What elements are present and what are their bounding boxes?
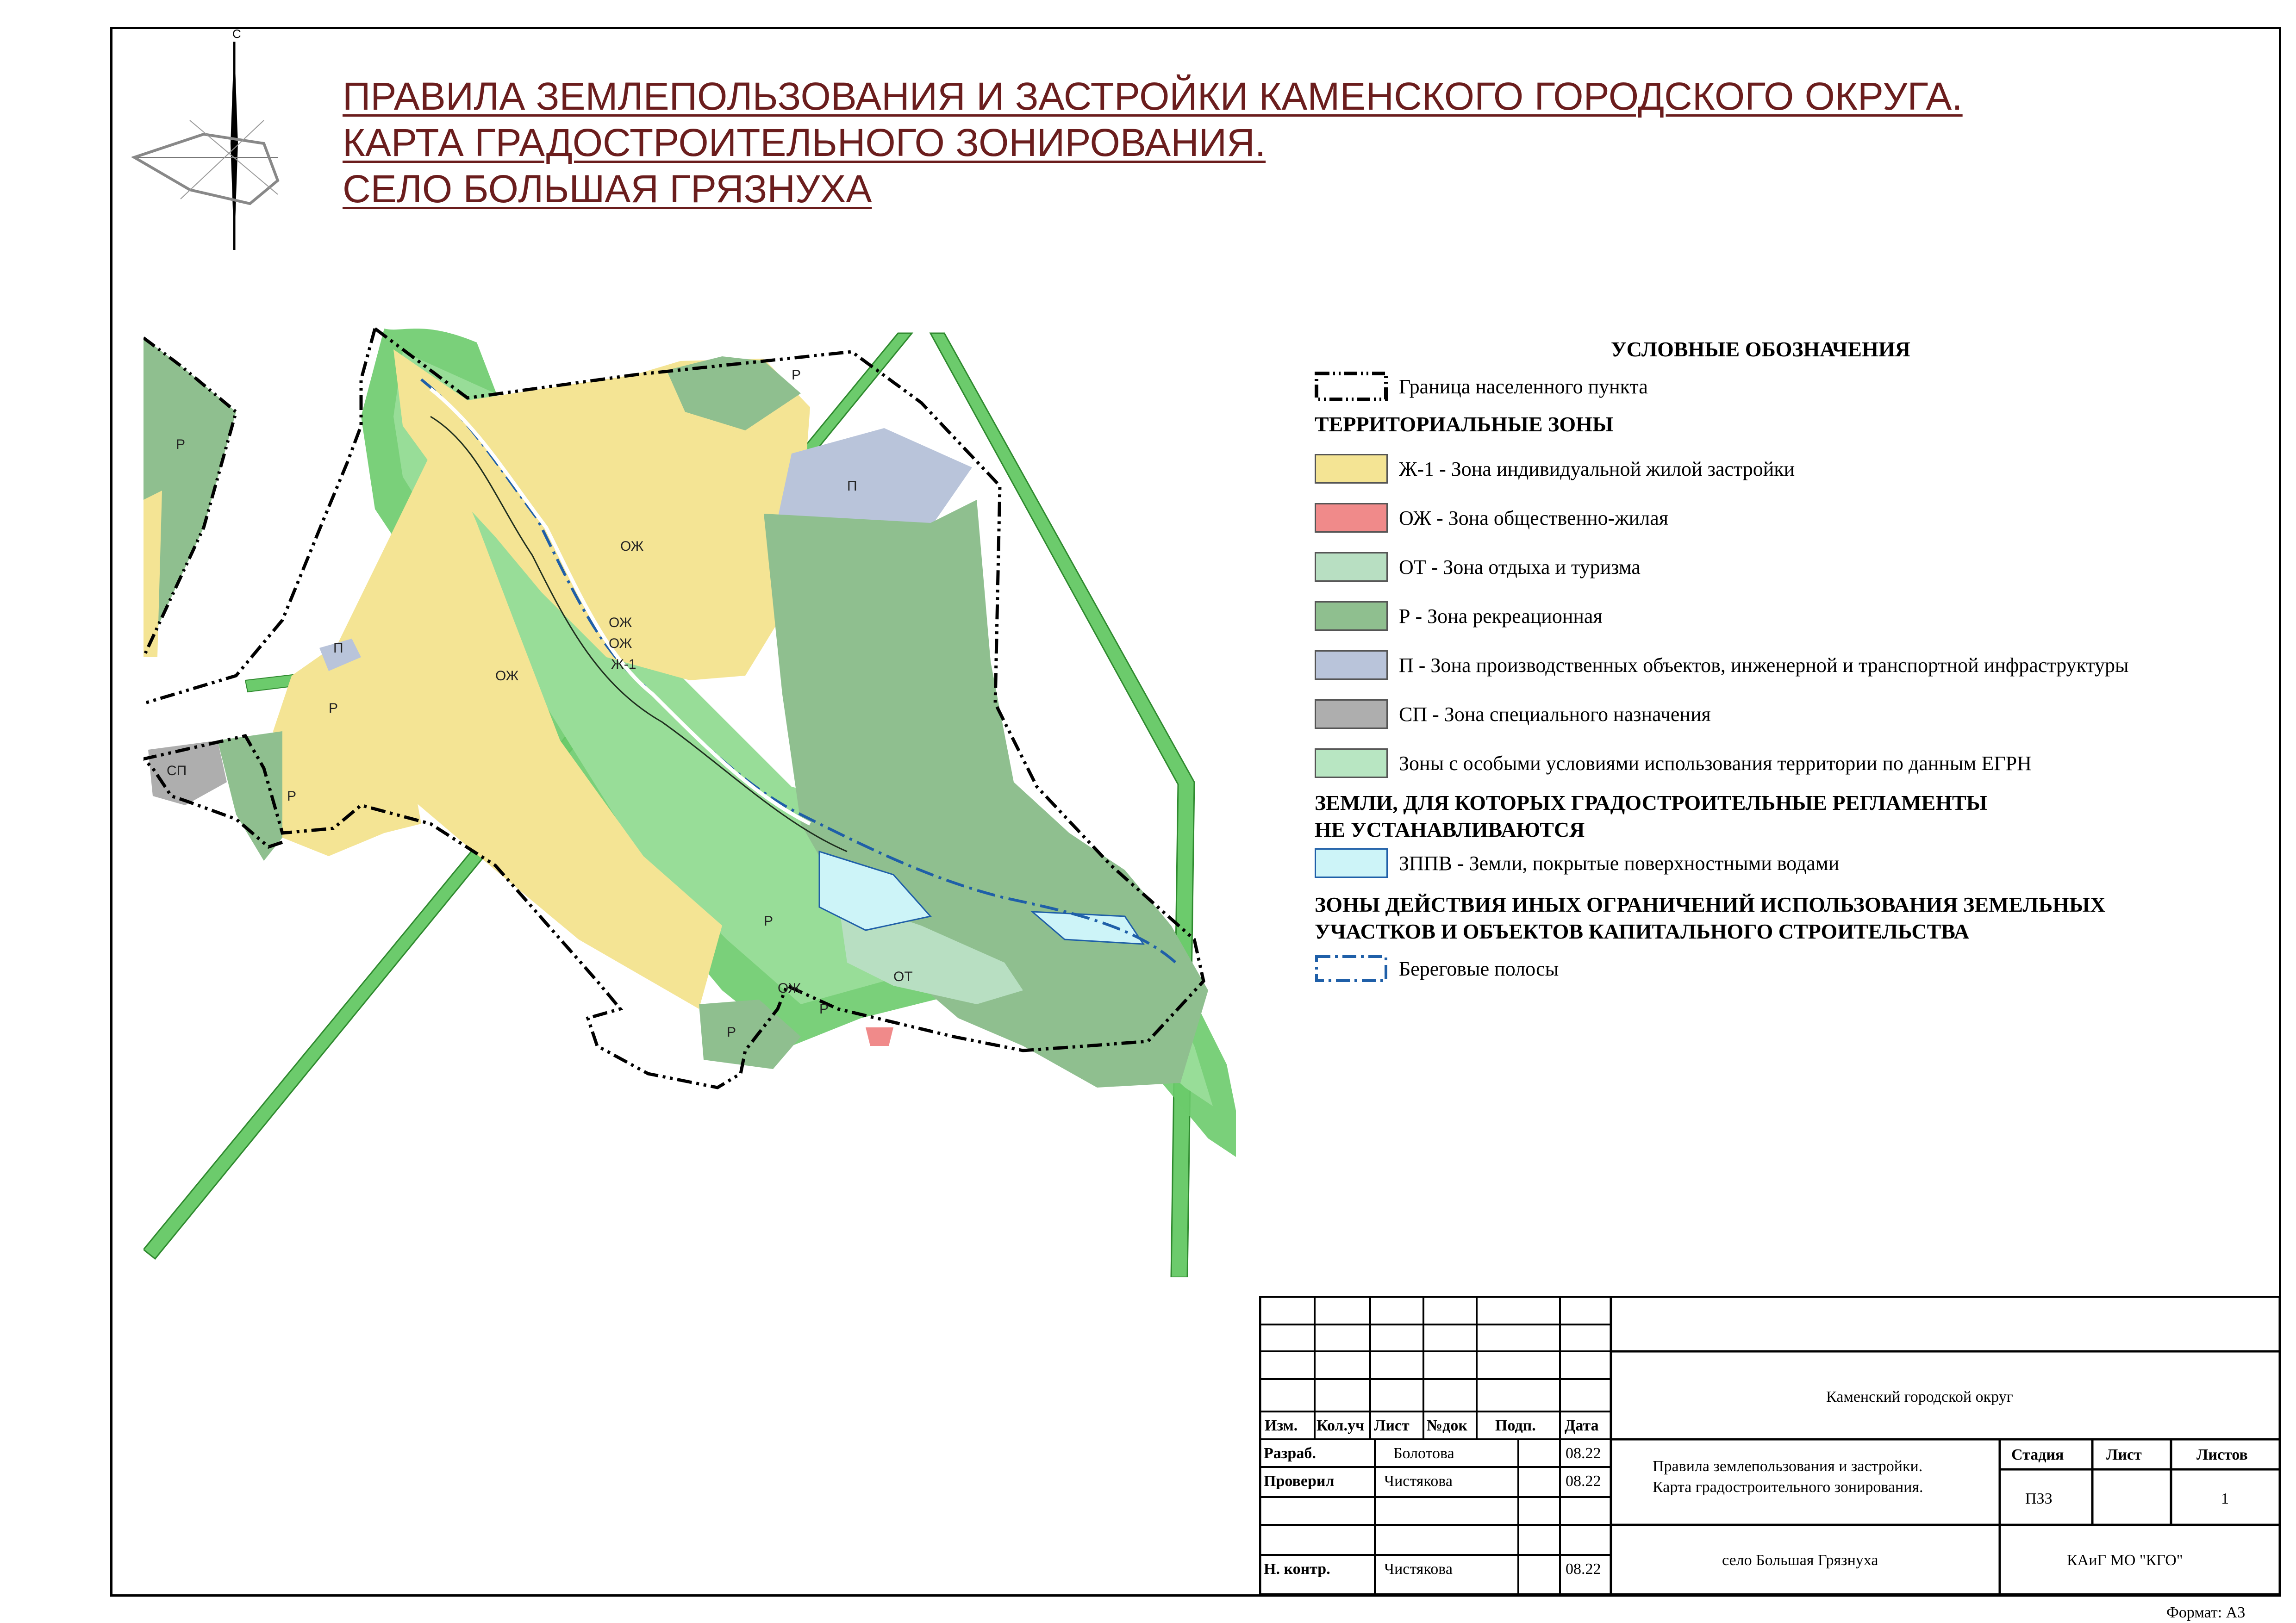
legend-row-shore bbox=[1315, 952, 1559, 985]
legend-zone-row bbox=[1315, 551, 1641, 583]
tb-doc-title-1: Правила землепользования и застройки. bbox=[1653, 1458, 1923, 1475]
tb-organization: Каменский городской округ bbox=[1826, 1388, 2013, 1405]
tb-date-developer: 08.22 bbox=[1566, 1445, 1601, 1462]
legend-zone-row bbox=[1315, 649, 2129, 681]
zoning-map bbox=[144, 324, 1236, 1277]
tb-header-list: Лист bbox=[1374, 1417, 1410, 1434]
tb-company: КАиГ МО "КГО" bbox=[2067, 1552, 2183, 1569]
legend-zone-row bbox=[1315, 502, 1668, 534]
tb-name-checker: Чистякова bbox=[1384, 1473, 1453, 1490]
label-r3: Р bbox=[329, 701, 338, 716]
legend-zone-label: СП - Зона специального назначения bbox=[1399, 703, 1711, 726]
format-label: Формат: А3 bbox=[2166, 1604, 2246, 1621]
label-p2: П bbox=[333, 640, 343, 656]
tb-role-checker: Проверил bbox=[1264, 1473, 1335, 1490]
north-arrow-icon bbox=[125, 28, 287, 255]
tb-date-normcontrol: 08.22 bbox=[1566, 1561, 1601, 1578]
tb-stage-value: ПЗЗ bbox=[2025, 1490, 2053, 1507]
label-ot: ОТ bbox=[893, 969, 913, 984]
legend-zone-label: П - Зона производственных объектов, инженерной и транспортной инфраструктуры bbox=[1399, 653, 2129, 677]
zone-color-swatch bbox=[1315, 503, 1388, 533]
legend-row-water bbox=[1315, 847, 1839, 879]
title-line-1: ПРАВИЛА ЗЕМЛЕПОЛЬЗОВАНИЯ И ЗАСТРОЙКИ КАМЕНСКОГО ГОРОДСКОГО ОКРУГА. bbox=[343, 75, 1963, 118]
legend-zone-label: Зоны с особыми условиями использования территории по данным ЕГРН bbox=[1399, 752, 2032, 775]
label-zh1: Ж-1 bbox=[611, 657, 636, 672]
zone-color-swatch bbox=[1315, 748, 1388, 778]
tb-doc-title-2: Карта градостроительного зонирования. bbox=[1653, 1479, 1923, 1496]
tb-stage-label: Стадия bbox=[2011, 1446, 2064, 1463]
tb-header-data: Дата bbox=[1565, 1417, 1599, 1434]
tb-sheets-label: Листов bbox=[2196, 1446, 2248, 1463]
label-r7: Р bbox=[727, 1025, 736, 1040]
boundary-line-icon bbox=[1315, 372, 1388, 401]
zone-color-swatch bbox=[1315, 650, 1388, 680]
tb-role-developer: Разраб. bbox=[1264, 1445, 1316, 1462]
legend-no-regulations-heading-1: ЗЕМЛИ, ДЛЯ КОТОРЫХ ГРАДОСТРОИТЕЛЬНЫЕ РЕГЛАМЕНТЫ bbox=[1315, 791, 1987, 815]
label-ozh4: ОЖ bbox=[495, 668, 519, 684]
label-p1: П bbox=[847, 479, 857, 494]
legend-title: УСЛОВНЫЕ ОБОЗНАЧЕНИЯ bbox=[1611, 337, 1910, 361]
legend-zone-row bbox=[1315, 698, 1711, 730]
west-fragment bbox=[144, 338, 236, 657]
zone-color-swatch bbox=[1315, 601, 1388, 631]
legend-other-heading-2: УЧАСТКОВ И ОБЪЕКТОВ КАПИТАЛЬНОГО СТРОИТЕЛЬСТВА bbox=[1315, 920, 1970, 943]
label-r2: Р bbox=[792, 367, 801, 383]
legend-zone-row bbox=[1315, 747, 2032, 779]
tb-name-developer: Болотова bbox=[1393, 1445, 1454, 1462]
legend-zone-row bbox=[1315, 600, 1603, 632]
legend-zone-label: ОТ - Зона отдыха и туризма bbox=[1399, 555, 1641, 578]
legend-row-boundary bbox=[1315, 370, 1648, 403]
legend-zone-label: Ж-1 - Зона индивидуальной жилой застройки bbox=[1399, 457, 1795, 480]
shore-strip-icon bbox=[1315, 954, 1388, 983]
label-ozh1: ОЖ bbox=[620, 539, 644, 554]
title-line-3: СЕЛО БОЛЬШАЯ ГРЯЗНУХА bbox=[343, 167, 872, 211]
tb-sheet-label: Лист bbox=[2106, 1446, 2142, 1463]
label-ozh2: ОЖ bbox=[609, 615, 632, 630]
legend-other-heading-1: ЗОНЫ ДЕЙСТВИЯ ИНЫХ ОГРАНИЧЕНИЙ ИСПОЛЬЗОВАНИЯ ЗЕМЕЛЬНЫХ bbox=[1315, 893, 2106, 916]
map-title bbox=[343, 73, 1963, 212]
title-block bbox=[1259, 1296, 2281, 1597]
tb-header-podp: Подп. bbox=[1495, 1417, 1536, 1434]
legend-shore-label: Береговые полосы bbox=[1399, 957, 1559, 980]
label-r6: Р bbox=[819, 1001, 829, 1017]
label-r5: Р bbox=[764, 914, 774, 929]
label-ozh5: ОЖ bbox=[778, 981, 801, 996]
label-r1: Р bbox=[176, 437, 186, 452]
tb-name-normcontrol: Чистякова bbox=[1384, 1561, 1453, 1578]
tb-date-checker: 08.22 bbox=[1566, 1473, 1601, 1490]
legend-zone-row bbox=[1315, 453, 1795, 485]
tb-role-normcontrol: Н. контр. bbox=[1264, 1561, 1330, 1578]
tb-place: село Большая Грязнуха bbox=[1722, 1552, 1878, 1569]
north-letter: С bbox=[232, 28, 241, 41]
legend-zone-label: ОЖ - Зона общественно-жилая bbox=[1399, 506, 1668, 529]
zone-color-swatch bbox=[1315, 454, 1388, 484]
legend-boundary-label: Граница населенного пункта bbox=[1399, 375, 1648, 398]
label-r4: Р bbox=[287, 789, 297, 804]
tb-header-ndok: №док bbox=[1427, 1417, 1467, 1434]
label-ozh3: ОЖ bbox=[609, 636, 632, 651]
legend-water-label: ЗППВ - Земли, покрытые поверхностными водами bbox=[1399, 852, 1840, 875]
legend-no-regulations-heading-2: НЕ УСТАНАВЛИВАЮТСЯ bbox=[1315, 818, 1585, 841]
tb-header-kol: Кол.уч bbox=[1316, 1417, 1365, 1434]
legend-zone-label: Р - Зона рекреационная bbox=[1399, 604, 1603, 628]
tb-header-izm: Изм. bbox=[1265, 1417, 1298, 1434]
zone-color-swatch bbox=[1315, 552, 1388, 582]
legend-territorial-heading: ТЕРРИТОРИАЛЬНЫЕ ЗОНЫ bbox=[1315, 412, 1614, 436]
tb-sheets-value: 1 bbox=[2221, 1490, 2229, 1507]
label-sp: СП bbox=[167, 763, 187, 778]
title-line-2: КАРТА ГРАДОСТРОИТЕЛЬНОГО ЗОНИРОВАНИЯ. bbox=[343, 121, 1266, 164]
zone-color-swatch bbox=[1315, 699, 1388, 729]
water-swatch bbox=[1315, 848, 1388, 878]
